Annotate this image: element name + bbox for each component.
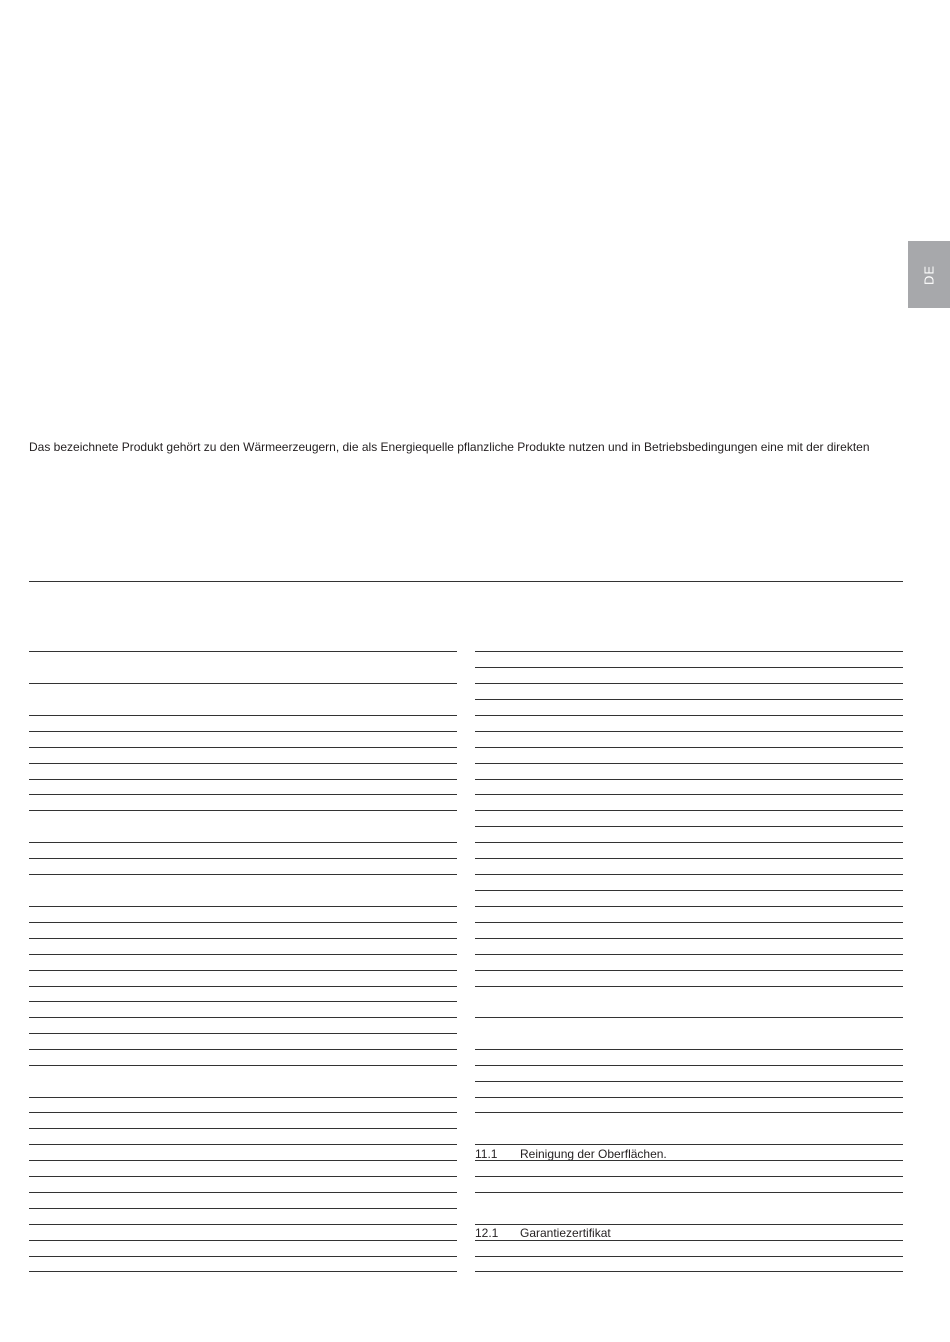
- toc-rule: [475, 731, 903, 732]
- toc-rule: [475, 1192, 903, 1193]
- toc-rule: [29, 1144, 457, 1145]
- toc-rule: [475, 1224, 903, 1225]
- toc-rule: [475, 1081, 903, 1082]
- toc-rule: [29, 1033, 457, 1034]
- toc-rule: [29, 1065, 457, 1066]
- toc-rule: [29, 683, 457, 684]
- toc-rule: [29, 794, 457, 795]
- toc-rule: [475, 747, 903, 748]
- toc-rule: [29, 651, 457, 652]
- toc-rule: [475, 715, 903, 716]
- toc-rule: [475, 1160, 903, 1161]
- toc-rule: [475, 1240, 903, 1241]
- toc-rule: [475, 970, 903, 971]
- toc-rule: [475, 1256, 903, 1257]
- toc-rule: [29, 747, 457, 748]
- toc-rule: [475, 922, 903, 923]
- toc-rule: [475, 683, 903, 684]
- toc-rule: [29, 954, 457, 955]
- toc-rule: [29, 1112, 457, 1113]
- toc-rule: [29, 858, 457, 859]
- toc-entry-11-1[interactable]: [475, 1147, 903, 1161]
- toc-rule: [29, 1128, 457, 1129]
- toc-rule: [29, 842, 457, 843]
- toc-rule: [29, 779, 457, 780]
- toc-entry-12-1[interactable]: [475, 1226, 903, 1240]
- intro-paragraph: Das bezeichnete Produkt gehört zu den Wärmeerzeugern, die als Energiequelle pflanzliche Produkte nutzen und in Betriebsbedingungen eine mit der direkten: [29, 440, 870, 454]
- toc-rule: [29, 906, 457, 907]
- toc-rule: [29, 1176, 457, 1177]
- toc-column-right: [475, 0, 903, 1342]
- toc-rule: [475, 938, 903, 939]
- toc-rule: [29, 1049, 457, 1050]
- toc-rule: [475, 954, 903, 955]
- toc-rule: [475, 842, 903, 843]
- toc-rule: [475, 699, 903, 700]
- toc-entry-title: Reinigung der Oberflächen.: [520, 1147, 667, 1161]
- toc-rule: [475, 1065, 903, 1066]
- toc-entry-number: 12.1: [475, 1226, 499, 1240]
- toc-rule: [475, 794, 903, 795]
- toc-rule: [29, 1017, 457, 1018]
- toc-rule: [29, 1097, 457, 1098]
- language-tab[interactable]: [908, 241, 950, 308]
- toc-rule: [29, 970, 457, 971]
- toc-rule: [475, 1017, 903, 1018]
- toc-column-left: [29, 0, 457, 1342]
- toc-rule: [475, 874, 903, 875]
- toc-rule: [475, 1112, 903, 1113]
- toc-rule: [29, 874, 457, 875]
- toc-rule: [29, 938, 457, 939]
- toc-rule: [475, 826, 903, 827]
- toc-rule: [29, 986, 457, 987]
- toc-rule: [475, 1097, 903, 1098]
- toc-rule: [29, 1160, 457, 1161]
- toc-rule: [29, 810, 457, 811]
- toc-rule: [29, 1208, 457, 1209]
- toc-rule: [29, 1224, 457, 1225]
- toc-rule: [475, 1144, 903, 1145]
- toc-rule: [475, 1049, 903, 1050]
- toc-rule: [475, 1176, 903, 1177]
- toc-rule: [29, 1001, 457, 1002]
- toc-rule: [475, 779, 903, 780]
- toc-entry-number: 11.1: [475, 1147, 498, 1161]
- toc-rule: [475, 858, 903, 859]
- toc-rule: [475, 763, 903, 764]
- toc-rule: [475, 986, 903, 987]
- toc-rule: [475, 1271, 903, 1272]
- toc-rule: [29, 715, 457, 716]
- toc-rule: [475, 890, 903, 891]
- toc-entry-title: Garantiezertifikat: [520, 1226, 611, 1240]
- toc-rule: [475, 906, 903, 907]
- toc-rule: [475, 651, 903, 652]
- toc-rule: [29, 1271, 457, 1272]
- toc-rule: [29, 922, 457, 923]
- toc-rule: [29, 1192, 457, 1193]
- language-tab-label: DE: [921, 264, 937, 285]
- toc-rule: [475, 810, 903, 811]
- toc-rule: [29, 1240, 457, 1241]
- toc-rule: [475, 667, 903, 668]
- toc-rule: [29, 1256, 457, 1257]
- toc-rule: [29, 763, 457, 764]
- toc-rule: [29, 731, 457, 732]
